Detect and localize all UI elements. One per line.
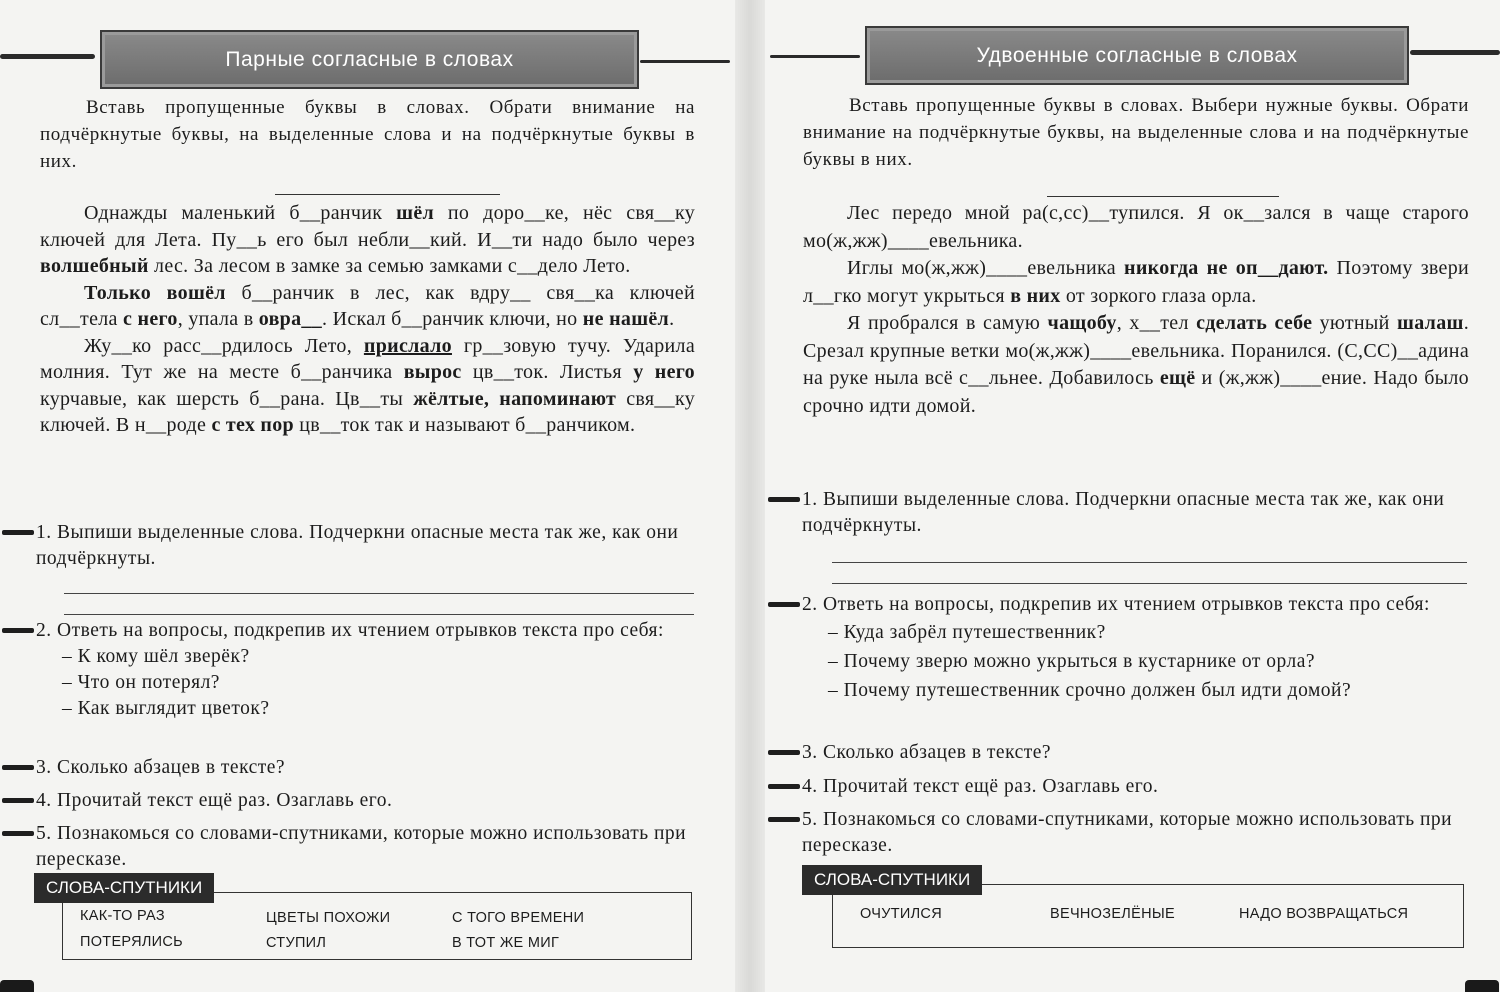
task-marker xyxy=(768,750,800,755)
companion-word: ЦВЕТЫ ПОХОЖИ xyxy=(266,910,391,926)
task-5: 5. Познакомься со словами-спутниками, которые можно использовать при пересказе. xyxy=(36,821,696,873)
question: – Почему зверю можно укрыться в кустарнике от орла? xyxy=(828,651,1316,672)
companion-words-title: СЛОВА-СПУТНИКИ xyxy=(34,873,214,903)
companion-word: НАДО ВОЗВРАЩАТЬСЯ xyxy=(1239,906,1409,922)
task-marker xyxy=(2,831,34,836)
instructions: Вставь пропущенные буквы в словах. Выбери нужные буквы. Обрати внимание на подчёркнутые буквы, на выделенные слова и на подчёркнутые буквы в них. xyxy=(803,95,1469,170)
banner-rule-right xyxy=(1410,50,1500,55)
companion-word: С ТОГО ВРЕМЕНИ xyxy=(452,910,585,926)
question: – К кому шёл зверёк? xyxy=(62,646,250,667)
companion-word: В ТОТ ЖЕ МИГ xyxy=(452,935,560,951)
banner-rule-right xyxy=(640,60,730,63)
answer-line[interactable] xyxy=(832,583,1467,584)
answer-line[interactable] xyxy=(832,562,1467,563)
story-text xyxy=(40,200,695,439)
task-2: 2. Ответь на вопросы, подкрепив их чтением отрывков текста про себя: – К кому шёл зверёк? – Что он потерял? – Как выглядит цветок? xyxy=(36,618,696,722)
task-4: 4. Прочитай текст ещё раз. Озаглавь его. xyxy=(802,774,1470,800)
task-marker xyxy=(768,497,800,502)
task-1: 1. Выпиши выделенные слова. Подчеркни опасные места так же, как они подчёркнуты. xyxy=(802,487,1470,539)
question: – Почему путешественник срочно должен был идти домой? xyxy=(828,680,1352,701)
book-gutter xyxy=(735,0,765,992)
companion-word: ОЧУТИЛСЯ xyxy=(860,906,942,922)
section-divider xyxy=(1047,196,1279,197)
question: – Куда забрёл путешественник? xyxy=(828,622,1106,643)
task-marker xyxy=(768,817,800,822)
page-number-tab xyxy=(1465,980,1499,992)
companion-word: КАК-ТО РАЗ xyxy=(80,908,165,924)
left-page xyxy=(0,0,735,992)
task-2: 2. Ответь на вопросы, подкрепив их чтением отрывков текста про себя: – Куда забрёл путешественник? – Почему зверю можно укрыться в кустарнике от орла? – Почему путешественник срочно должен был идти домой? xyxy=(802,592,1470,705)
task-marker xyxy=(2,765,34,770)
story-paragraph: Однажды маленький б__ранчик шёл по доро__ке, нёс свя__ку ключей для Лета. Пу__ь его был небли__кий. И__ти надо было через волшебный лес. За лесом в замке за семью замками с__дело Лето. xyxy=(40,202,695,277)
answer-line[interactable] xyxy=(64,614,694,615)
instructions: Вставь пропущенные буквы в словах. Обрати внимание на подчёркнутые буквы, на выделенные слова и на подчёркнутые буквы в них. xyxy=(40,97,695,172)
banner-rule-left xyxy=(0,54,95,59)
companion-word: ПОТЕРЯЛИСЬ xyxy=(80,934,183,950)
task-3: 3. Сколько абзацев в тексте? xyxy=(802,740,1470,766)
page-title: Удвоенные согласные в словах xyxy=(865,26,1409,85)
task-1: 1. Выпиши выделенные слова. Подчеркни опасные места так же, как они подчёркнуты. xyxy=(36,520,696,572)
task-marker xyxy=(2,798,34,803)
task-marker xyxy=(768,784,800,789)
right-page xyxy=(765,0,1500,992)
question: – Как выглядит цветок? xyxy=(62,698,270,719)
story-paragraph: Я пробрался в самую чащобу, х__тел сделать себе уютный шалаш. Срезал крупные ветки мо(ж,жж)____евельника. Поранился. (С,СС)__адина на руке ныла всё с__льнее. Добавилось ещё и (ж,жж)____ение. Надо было срочно идти домой. xyxy=(803,312,1469,417)
answer-line[interactable] xyxy=(64,593,694,594)
banner-rule-left xyxy=(770,55,860,58)
page-number-tab xyxy=(0,980,34,992)
section-divider xyxy=(275,194,500,195)
companion-word: ВЕЧНОЗЕЛЁНЫЕ xyxy=(1050,906,1175,922)
page-title: Парные согласные в словах xyxy=(100,30,639,89)
task-5: 5. Познакомься со словами-спутниками, которые можно использовать при пересказе. xyxy=(802,807,1470,859)
story-text xyxy=(803,200,1469,420)
task-4: 4. Прочитай текст ещё раз. Озаглавь его. xyxy=(36,788,696,814)
story-paragraph: Жу__ко расс__рдилось Лето, прислало гр__зовую тучу. Ударила молния. Тут же на месте б__ранчика вырос цв__ток. Листья у него курчавые, как шерсть б__рана. Цв__ты жёлтые, напоминают свя__ку ключей. В н__роде с тех пор цв__ток так и называют б__ранчиком. xyxy=(40,334,696,436)
task-marker xyxy=(768,602,800,607)
task-3: 3. Сколько абзацев в тексте? xyxy=(36,755,696,781)
story-paragraph: Только вошёл б__ранчик в лес, как вдру__ свя__ка ключей сл__тела с него, упала в овра__. Искал б__ранчик ключи, но не нашёл. xyxy=(40,281,695,330)
task-marker xyxy=(2,628,34,633)
story-paragraph: Лес передо мной ра(с,сс)__тупился. Я ок__зался в чаще старого мо(ж,жж)____евельника. xyxy=(803,202,1469,252)
question: – Что он потерял? xyxy=(62,672,220,693)
companion-words-title: СЛОВА-СПУТНИКИ xyxy=(802,865,982,895)
task-marker xyxy=(2,530,34,535)
companion-word: СТУПИЛ xyxy=(266,935,327,951)
story-paragraph: Иглы мо(ж,жж)____евельника никогда не оп__дают. Поэтому звери л__гко могут укрыться в них от зоркого глаза орла. xyxy=(803,257,1470,307)
